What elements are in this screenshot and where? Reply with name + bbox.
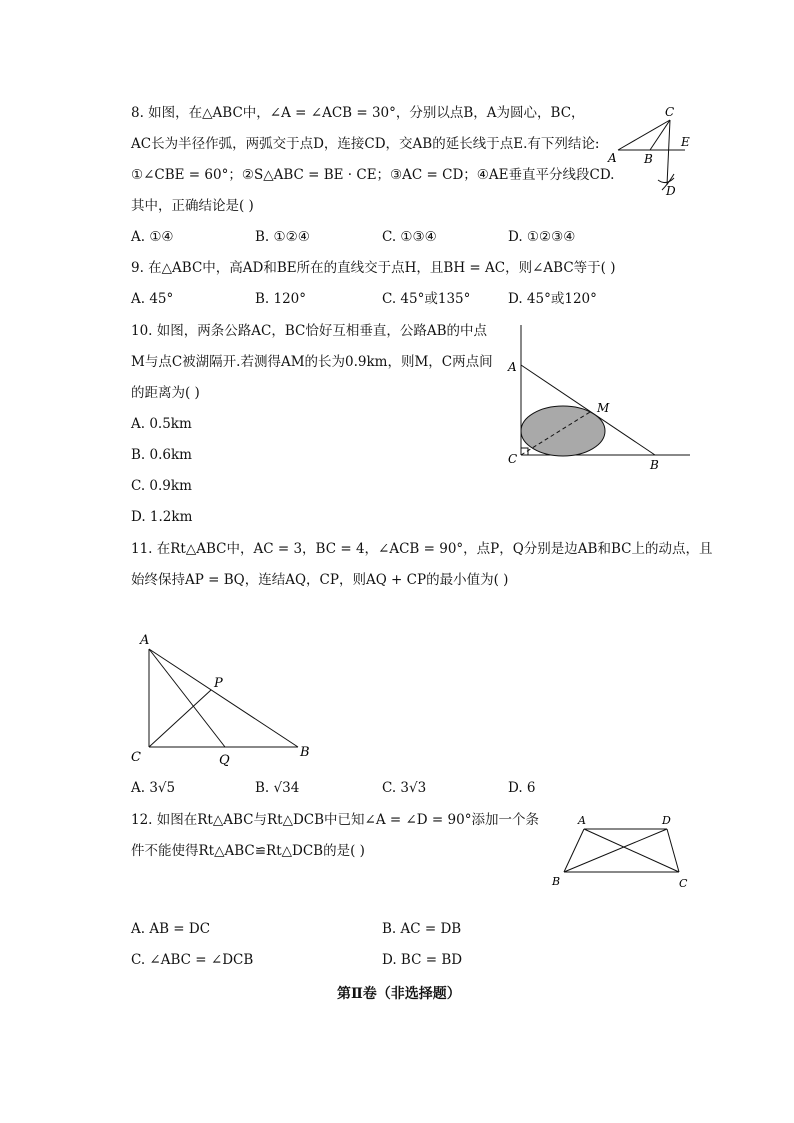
q11-fig-label-p: P [214, 676, 223, 691]
q8-fig-label-d: D [666, 184, 676, 198]
q8-fig-label-a: A [608, 151, 617, 165]
q9-option-c: C. 45°或135° [382, 291, 471, 307]
q10-fig-label-c: C [508, 452, 518, 466]
q11-line-1: 11. 在Rt△ABC中，AC = 3，BC = 4，∠ACB = 90°，点P，Q分别是边AB和BC上的动点，且 [131, 541, 713, 557]
q11-line-2: 始终保持AP = BQ，连结AQ，CP，则AQ + CP的最小值为( ) [131, 572, 509, 588]
q8-fig-label-e: E [681, 135, 690, 149]
q8-line-2: AC长为半径作弧，两弧交于点D，连接CD，交AB的延长线于点E.有下列结论: [131, 136, 600, 152]
q10-option-c: C. 0.9km [131, 478, 192, 494]
q11-option-b: B. √34 [255, 780, 300, 796]
q10-line-2: M与点C被湖隔开.若测得AM的长为0.9km，则M，C两点间 [131, 354, 493, 370]
q12-option-b: B. AC = DB [382, 921, 462, 937]
q12-option-a: A. AB = DC [131, 921, 211, 937]
q8-fig-label-b: B [644, 152, 653, 166]
q11-option-a: A. 3√5 [131, 780, 176, 796]
q12-fig-label-d: D [662, 814, 671, 827]
q10-option-d: D. 1.2km [131, 509, 193, 525]
q10-figure [500, 320, 695, 475]
q10-option-a: A. 0.5km [131, 416, 192, 432]
q12-fig-label-b: B [552, 875, 561, 888]
q10-option-b: B. 0.6km [131, 447, 192, 463]
q8-option-c: C. ①③④ [382, 229, 437, 245]
q11-figure [128, 628, 328, 770]
q12-option-c: C. ∠ABC = ∠DCB [131, 952, 254, 968]
q8-option-a: A. ①④ [131, 229, 174, 245]
q11-fig-label-b: B [300, 745, 310, 760]
section-title: 第Ⅱ卷（非选择题） [337, 986, 461, 1002]
q9-option-a: A. 45° [131, 291, 174, 307]
q11-option-d: D. 6 [508, 780, 536, 796]
q11-fig-label-c: C [131, 750, 141, 765]
q12-option-d: D. BC = BD [382, 952, 463, 968]
q11-fig-label-a: A [140, 633, 150, 648]
q9-option-b: B. 120° [255, 291, 307, 307]
q12-line-2: 件不能使得Rt△ABC≌Rt△DCB的是( ) [131, 843, 365, 859]
q12-fig-label-a: A [578, 814, 586, 827]
q8-line-1: 8. 如图，在△ABC中，∠A = ∠ACB = 30°，分别以点B，A为圆心，BC， [131, 105, 585, 121]
q10-line-3: 的距离为( ) [131, 385, 200, 401]
q8-option-b: B. ①②④ [255, 229, 310, 245]
q9-line-1: 9. 在△ABC中，高AD和BE所在的直线交于点H，且BH = AC，则∠ABC等于( ) [131, 260, 616, 276]
q11-option-c: C. 3√3 [382, 780, 427, 796]
q10-line-1: 10. 如图，两条公路AC，BC恰好互相垂直，公路AB的中点 [131, 323, 488, 339]
q8-option-d: D. ①②③④ [508, 229, 576, 245]
q10-fig-label-m: M [597, 401, 610, 415]
q9-option-d: D. 45°或120° [508, 291, 597, 307]
q11-fig-label-q: Q [219, 753, 230, 768]
q12-fig-label-c: C [679, 877, 688, 890]
q10-fig-label-b: B [650, 458, 659, 472]
q12-figure [545, 808, 700, 898]
q12-line-1: 12. 如图在Rt△ABC与Rt△DCB中已知∠A = ∠D = 90°添加一个条 [131, 812, 539, 828]
q10-fig-label-a: A [508, 360, 517, 374]
q8-fig-label-c: C [665, 105, 675, 119]
q8-figure [600, 100, 705, 200]
q8-line-4: 其中，正确结论是( ) [131, 198, 254, 214]
q8-line-3: ①∠CBE = 60°；②S△ABC = BE · CE；③AC = CD；④AE垂直平分线段CD. [131, 167, 615, 183]
